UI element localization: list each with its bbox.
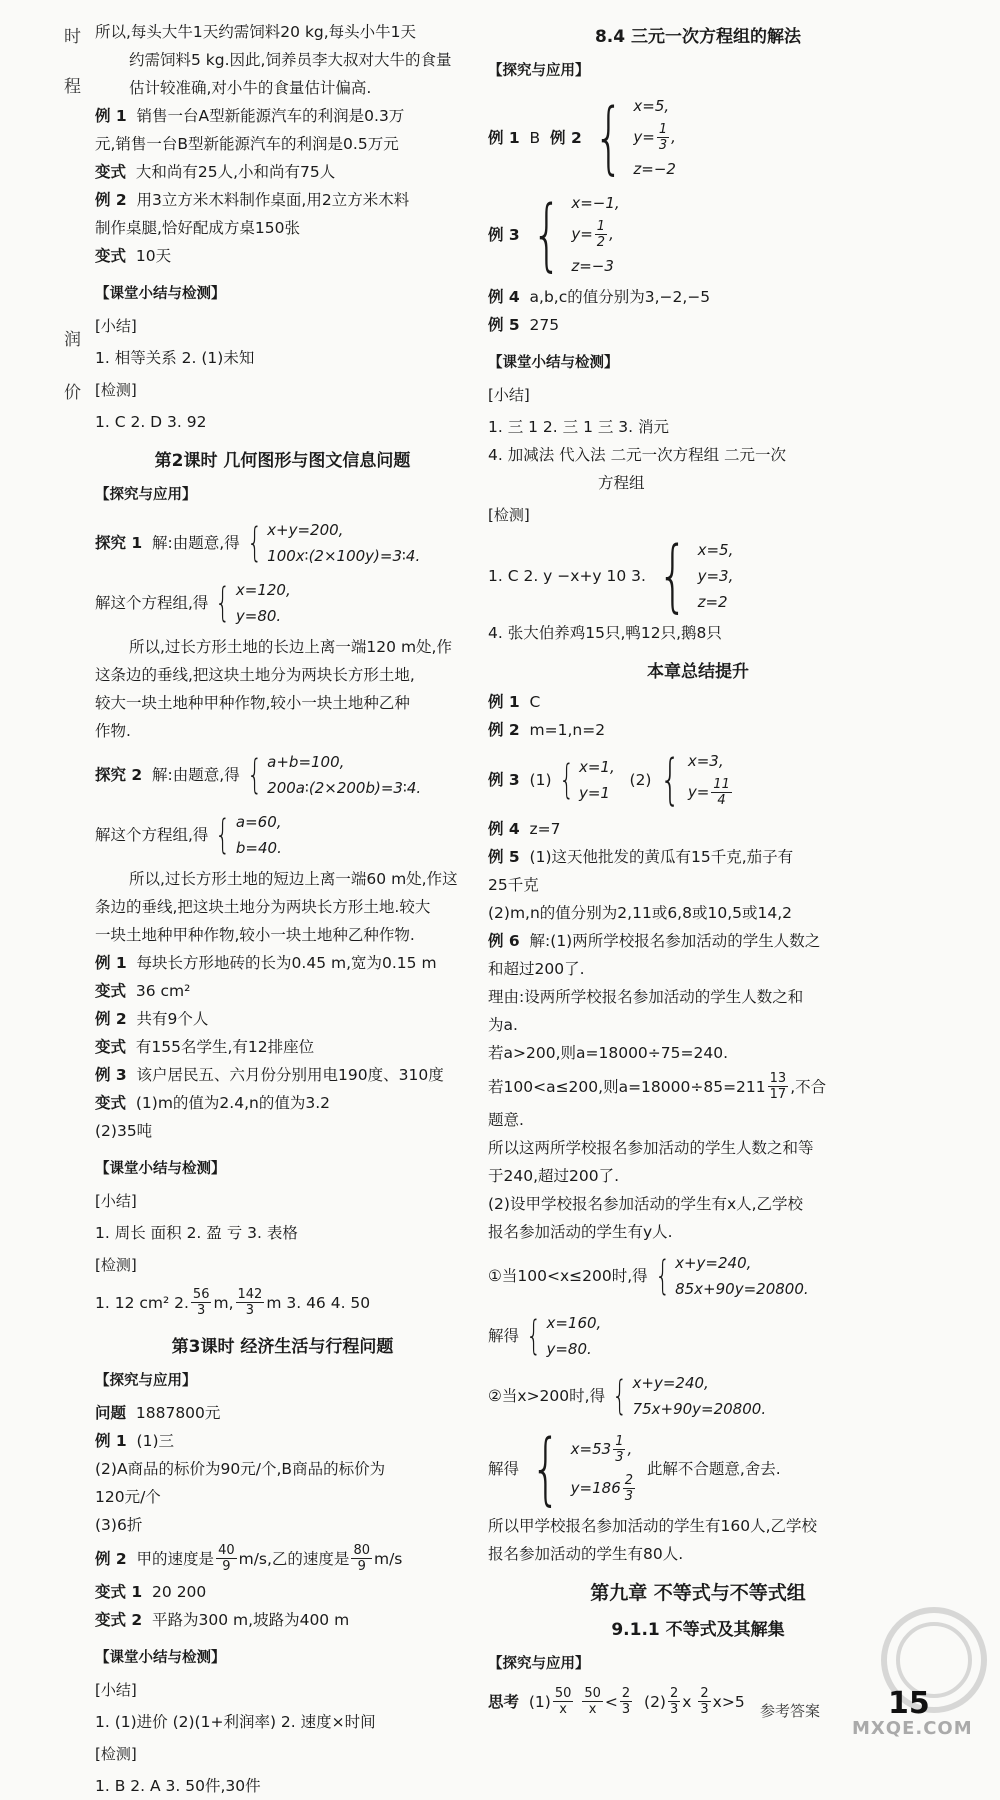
section-heading: 【探究与应用】 (95, 1373, 197, 1389)
fraction (553, 1686, 574, 1717)
example-label: 例 5 (488, 316, 520, 334)
answer-text: 1. B 2. A 3. 50件,30件 (95, 1777, 261, 1795)
test-1-3 (488, 533, 908, 619)
answer-text: 共有9个人 (136, 1010, 209, 1028)
answer-text: 解:由题意,得 (152, 534, 240, 552)
section-heading: 【探究与应用】 (95, 487, 197, 503)
denominator: 4 (717, 793, 726, 808)
denominator: 3 (245, 1303, 255, 1318)
denominator: 3 (624, 1489, 634, 1504)
example-label: 例 2 (95, 1549, 127, 1568)
equation: x=5, (633, 97, 670, 115)
brace-icon: { (654, 1253, 671, 1299)
example-label: 例 1 (95, 954, 127, 972)
example-label: 例 6 (488, 932, 520, 950)
test-answers (95, 1283, 470, 1322)
answer-text: 题意. (488, 1111, 524, 1129)
denominator: 3 (669, 1702, 679, 1717)
answer-text: (2)A商品的标价为90元/个,B商品的标价为 (95, 1460, 386, 1478)
equation: a=60, (235, 813, 282, 831)
example-label: 例 2 (95, 1010, 127, 1028)
subsection-label: [小结] (95, 1681, 137, 1699)
page-number: 15 (888, 1686, 930, 1721)
answer-text: 和超过200了. (488, 960, 585, 978)
denominator: 3 (700, 1702, 709, 1717)
subsection-label: [检测] (488, 506, 530, 524)
answer-text: 为a. (488, 1016, 518, 1034)
equation: y= (571, 225, 593, 243)
subsection-label: [小结] (95, 1192, 137, 1210)
answer-text: 解这个方程组,得 (95, 826, 209, 844)
answer-text: B (529, 128, 541, 147)
variant-label: 变式 (95, 247, 127, 265)
numerator: 56 (192, 1287, 210, 1302)
equation: y=1 (578, 783, 610, 802)
example-1-2 (488, 89, 908, 186)
answer-text: (1)三 (136, 1432, 175, 1450)
example-label: 例 1 (95, 1432, 127, 1450)
denominator: x (559, 1702, 567, 1717)
example-label: 例 1 (488, 128, 520, 147)
answer-text: 275 (529, 316, 560, 334)
explore-label: 探究 1 (95, 534, 143, 552)
answer-text: (2)m,n的值分别为2,11或6,8或10,5或14,2 (488, 904, 792, 922)
equation: x+y=240, (632, 1374, 709, 1392)
example-label: 例 3 (488, 770, 520, 789)
example-label: 例 1 (95, 107, 127, 125)
denominator: x (588, 1702, 597, 1717)
answer-text: (2) (629, 770, 652, 789)
answer-text: 25千克 (488, 876, 539, 894)
margin-note: 时 (64, 27, 81, 47)
brace-icon: { (657, 531, 688, 621)
variant-label: 变式 (95, 1038, 127, 1056)
equation: y= (687, 783, 710, 801)
fraction (236, 1287, 265, 1318)
answer-text: 销售一台A型新能源汽车的利润是0.3万 (136, 107, 405, 125)
answer-text: 36 cm² (135, 982, 191, 1000)
answer-text: m/s,乙的速度是 (238, 1549, 350, 1568)
equation: 100x∶(2×100y)=3∶4. (267, 547, 421, 565)
example-label: 例 1 (488, 693, 520, 711)
equation-system (648, 531, 734, 621)
answer-text: 解:由题意,得 (152, 766, 240, 784)
answer-text: ,不合 (790, 1077, 827, 1096)
denominator: 3 (197, 1303, 206, 1318)
answer-text: 平路为300 m,坡路为400 m (152, 1611, 350, 1629)
brace-icon: { (246, 752, 263, 798)
equation-system (607, 1370, 766, 1422)
example-label: 例 4 (488, 820, 520, 838)
subsection-label: [检测] (95, 381, 137, 399)
lesson-title: 第2课时 几何图形与图文信息问题 (154, 451, 411, 471)
lesson-title: 第3课时 经济生活与行程问题 (171, 1337, 394, 1357)
explore-2 (95, 745, 470, 805)
answer-text: 120元/个 (95, 1488, 161, 1506)
answer-text: 1. C 2. D 3. 92 (95, 413, 207, 431)
numerator: 50 (554, 1686, 572, 1701)
text-line: 较大一块土地种甲种作物,较小一块土地种乙种 (95, 694, 410, 712)
case-1-solution (488, 1306, 908, 1366)
answer-text: m=1,n=2 (529, 721, 606, 739)
fraction (582, 1686, 603, 1717)
answer-text: 若100<a≤200,则a=18000÷85=211 (488, 1077, 766, 1096)
brace-icon: { (593, 92, 624, 183)
margin-note: 价 (64, 383, 81, 403)
answer-text: 所以这两所学校报名参加活动的学生人数之和等 (488, 1139, 814, 1157)
solution-1 (95, 573, 470, 633)
equation: z=−3 (571, 257, 614, 275)
answer-text: 若a>200,则a=18000÷75=240. (488, 1044, 729, 1062)
brace-icon: { (215, 812, 231, 858)
fraction (623, 1473, 635, 1504)
equation: y=80. (235, 607, 282, 625)
brace-icon: { (660, 747, 681, 811)
brace-icon: { (530, 1424, 561, 1514)
equation-system (210, 809, 281, 861)
fraction (620, 1686, 632, 1717)
numerator: 1 (596, 219, 606, 234)
section-title: 9.1.1 不等式及其解集 (611, 1620, 785, 1640)
chapter-example-3 (488, 744, 908, 815)
case-2-solution (488, 1426, 908, 1512)
equation: z=−2 (633, 160, 676, 178)
variant-label: 变式 (95, 982, 127, 1000)
numerator: 40 (218, 1543, 235, 1558)
equation-system (554, 754, 615, 806)
answer-text: 该户居民五、六月份分别用电190度、310度 (136, 1066, 444, 1084)
answer-text: x (682, 1692, 692, 1711)
fraction (216, 1543, 237, 1574)
subsection-label: [小结] (95, 317, 137, 335)
equation: b=40. (235, 839, 282, 857)
answer-text: (1)这天他批发的黄瓜有15千克,茄子有 (529, 848, 794, 866)
example-label: 例 2 (550, 128, 582, 147)
brace-icon: { (215, 580, 231, 626)
fraction (698, 1686, 710, 1717)
equation: z=2 (697, 593, 728, 611)
example-3 (488, 186, 908, 283)
numerator: 142 (237, 1287, 263, 1302)
answer-text: 于240,超过200了. (488, 1167, 620, 1185)
text-line: 一块土地种甲种作物,较小一块土地种乙种作物. (95, 926, 415, 944)
text-line: 估计较准确,对小牛的食量估计偏高. (129, 79, 372, 97)
answer-text: 方程组 (598, 474, 645, 492)
denominator: 3 (615, 1450, 624, 1465)
answer-text: 1. 相等关系 2. (1)未知 (95, 349, 255, 367)
brace-icon: { (612, 1373, 628, 1419)
equation: 200a∶(2×200b)=3∶4. (267, 779, 422, 797)
example-2-speed (95, 1539, 470, 1578)
equation-system (242, 749, 421, 801)
example-label: 例 3 (488, 225, 520, 244)
margin-note: 程 (64, 77, 81, 97)
numerator: 50 (584, 1686, 601, 1701)
answer-text: z=7 (529, 820, 561, 838)
explore-label: 探究 2 (95, 766, 143, 784)
numerator: 11 (713, 777, 730, 792)
equation: x=1, (578, 757, 615, 776)
section-heading: 【探究与应用】 (488, 1656, 590, 1672)
answer-text: 4. 张大伯养鸡15只,鸭12只,鹅8只 (488, 624, 722, 642)
numerator: 2 (621, 1686, 631, 1701)
case-2 (488, 1366, 908, 1426)
equation: y=186 (570, 1479, 621, 1497)
fraction (657, 122, 669, 153)
fraction (768, 1071, 789, 1102)
equation: x=−1, (571, 194, 620, 212)
think-label: 思考 (488, 1692, 520, 1711)
answer-text: 解得 (488, 1460, 520, 1478)
example-label: 例 3 (95, 1066, 127, 1084)
denominator: 9 (222, 1559, 231, 1574)
brace-icon: { (526, 1313, 542, 1359)
brace-icon: { (531, 189, 562, 280)
section-heading: 【课堂小结与检测】 (95, 1161, 226, 1177)
answer-text: 1887800元 (135, 1404, 221, 1422)
equation-system (242, 517, 421, 569)
numerator: 1 (658, 122, 668, 137)
brace-icon: { (558, 756, 574, 803)
equation: x=120, (235, 581, 291, 599)
equation-system (210, 577, 290, 629)
chapter-summary-title: 本章总结提升 (647, 662, 749, 682)
text-line: 所以,过长方形土地的短边上离一端60 m处,作这 (129, 870, 458, 888)
equation: y= (633, 128, 655, 146)
equation: 85x+90y=20800. (675, 1280, 809, 1298)
chapter-title: 第九章 不等式与不等式组 (590, 1582, 806, 1604)
answer-text: (1)m的值为2.4,n的值为3.2 (135, 1094, 330, 1112)
answer-text: (2)设甲学校报名参加活动的学生有x人,乙学校 (488, 1195, 804, 1213)
equation-system (521, 1310, 601, 1362)
example-label: 例 2 (488, 721, 520, 739)
equation: y=3, (697, 567, 734, 585)
equation: y=80. (546, 1340, 592, 1358)
condition-line (488, 1067, 908, 1106)
answer-text: 用3立方米木料制作桌面,用2立方米木料 (136, 191, 410, 209)
answer-text: 解这个方程组,得 (95, 594, 209, 612)
example-label: 例 2 (95, 191, 127, 209)
answer-text: 20 200 (152, 1583, 207, 1601)
numerator: 2 (624, 1473, 634, 1488)
answer-text: 报名参加活动的学生有y人. (488, 1223, 673, 1241)
answer-text: 1. 三 1 2. 三 1 三 3. 消元 (488, 418, 670, 436)
equation: x+y=240, (675, 1254, 752, 1272)
answer-text: 报名参加活动的学生有80人. (488, 1545, 684, 1563)
variant-label: 变式 2 (95, 1611, 143, 1629)
numerator: 2 (669, 1686, 679, 1701)
answer-text: < (604, 1692, 618, 1711)
numerator: 1 (615, 1434, 624, 1449)
equation: x=5, (697, 541, 734, 559)
think-line (488, 1682, 908, 1721)
variant-label: 变式 (95, 163, 127, 181)
answer-text: 所以甲学校报名参加活动的学生有160人,乙学校 (488, 1517, 818, 1535)
answer-text: 1. 12 cm² 2. (95, 1293, 189, 1312)
denominator: 3 (658, 138, 668, 153)
section-title: 8.4 三元一次方程组的解法 (594, 27, 802, 47)
example-label: 例 5 (488, 848, 520, 866)
equation-system: { x=53 $\frac{1}{3}$ , y=186 $\frac{2}{3}$ (530, 1424, 634, 1514)
equation: x=160, (546, 1314, 602, 1332)
text-line: 约需饲料5 kg.因此,饲养员李大叔对大牛的食量 (129, 51, 452, 69)
subsection-label: [检测] (95, 1745, 137, 1763)
right-column (488, 18, 908, 1721)
answer-text: (2) (644, 1692, 666, 1711)
answer-text: 每块长方形地砖的长为0.45 m,宽为0.15 m (136, 954, 437, 972)
equation-system (653, 748, 733, 811)
answer-text: 甲的速度是 (136, 1549, 215, 1568)
answer-text: 1. 周长 面积 2. 盈 亏 3. 表格 (95, 1224, 298, 1242)
answer-text: 元,销售一台B型新能源汽车的利润是0.5万元 (95, 135, 399, 153)
brace-icon: { (246, 520, 263, 566)
answer-text: 解得 (488, 1327, 520, 1345)
answer-text: 理由:设两所学校报名参加活动的学生人数之和 (488, 988, 804, 1006)
text-line: 这条边的垂线,把这块土地分为两块长方形土地, (95, 666, 415, 684)
fraction (668, 1686, 680, 1717)
fraction (351, 1543, 372, 1574)
text-line: 所以,每头大牛1天约需饲料20 kg,每头小牛1天 (95, 23, 417, 41)
numerator: 13 (769, 1071, 787, 1086)
question-label: 问题 (95, 1404, 127, 1422)
fraction (711, 777, 732, 808)
left-column (95, 18, 470, 1800)
numerator: 80 (353, 1543, 370, 1558)
footer-label: 参考答案 (760, 1702, 821, 1720)
watermark-text: MXQE.COM (852, 1718, 973, 1739)
equation-system: { x=5, y= $\frac{1}{3}$ , z=−2 (593, 92, 676, 183)
solution-2 (95, 805, 470, 865)
denominator: 9 (357, 1559, 366, 1574)
fraction (191, 1287, 212, 1318)
text-line: 所以,过长方形土地的长边上离一端120 m处,作 (129, 638, 452, 656)
section-heading: 【课堂小结与检测】 (488, 355, 619, 371)
answer-text: 10天 (135, 247, 172, 265)
answer-text: (1) (528, 1692, 551, 1711)
equation: x=3, (687, 752, 724, 770)
answer-text: m, (213, 1293, 234, 1312)
denominator: 17 (769, 1087, 787, 1102)
answer-text: 解:(1)两所学校报名参加活动的学生人数之 (529, 932, 821, 950)
subsection-label: [小结] (488, 386, 530, 404)
fraction (613, 1434, 625, 1465)
section-heading: 【探究与应用】 (488, 63, 590, 79)
answer-text: 此解不合题意,舍去. (646, 1460, 781, 1478)
explore-1 (95, 513, 470, 573)
case-1 (488, 1246, 908, 1306)
denominator: 3 (621, 1702, 631, 1717)
variant-label: 变式 1 (95, 1583, 143, 1601)
fraction (595, 219, 607, 250)
answer-text: m/s (373, 1549, 403, 1568)
equation: x=53 (570, 1440, 612, 1458)
subsection-label: [检测] (95, 1256, 137, 1274)
answer-text: 4. 加减法 代入法 二元一次方程组 二元一次 (488, 446, 786, 464)
section-heading: 【课堂小结与检测】 (95, 286, 226, 302)
answer-text: C (529, 693, 541, 711)
answer-text: (2)35吨 (95, 1122, 153, 1140)
numerator: 2 (700, 1686, 709, 1701)
equation: 75x+90y=20800. (632, 1400, 767, 1418)
text-line: 作物. (95, 722, 131, 740)
answer-text: 有155名学生,有12排座位 (135, 1038, 315, 1056)
example-label: 例 4 (488, 288, 520, 306)
equation-system (650, 1250, 809, 1302)
answer-text: 制作桌腿,恰好配成方桌150张 (95, 219, 301, 237)
answer-text: (1) (529, 770, 552, 789)
answer-text: x>5 (712, 1692, 745, 1711)
variant-label: 变式 (95, 1094, 127, 1112)
denominator: 2 (596, 235, 606, 250)
answer-text: (3)6折 (95, 1516, 143, 1534)
answer-text: a,b,c的值分别为3,−2,−5 (529, 288, 711, 306)
answer-text: m 3. 46 4. 50 (266, 1293, 371, 1312)
section-heading: 【课堂小结与检测】 (95, 1650, 226, 1666)
answer-text: 1. (1)进价 (2)(1+利润率) 2. 速度×时间 (95, 1713, 376, 1731)
text-line: 条边的垂线,把这块土地分为两块长方形土地.较大 (95, 898, 431, 916)
answer-text: 1. C 2. y −x+y 10 3. (488, 567, 646, 585)
equation: x+y=200, (267, 521, 344, 539)
equation-system: { x=−1, y= $\frac{1}{2}$ , z=−3 (531, 189, 620, 280)
answer-text: ①当100<x≤200时,得 (488, 1267, 648, 1285)
answer-text: ②当x>200时,得 (488, 1387, 606, 1405)
answer-text: 大和尚有25人,小和尚有75人 (135, 163, 336, 181)
margin-note: 润 (64, 330, 81, 350)
equation: a+b=100, (267, 753, 345, 771)
